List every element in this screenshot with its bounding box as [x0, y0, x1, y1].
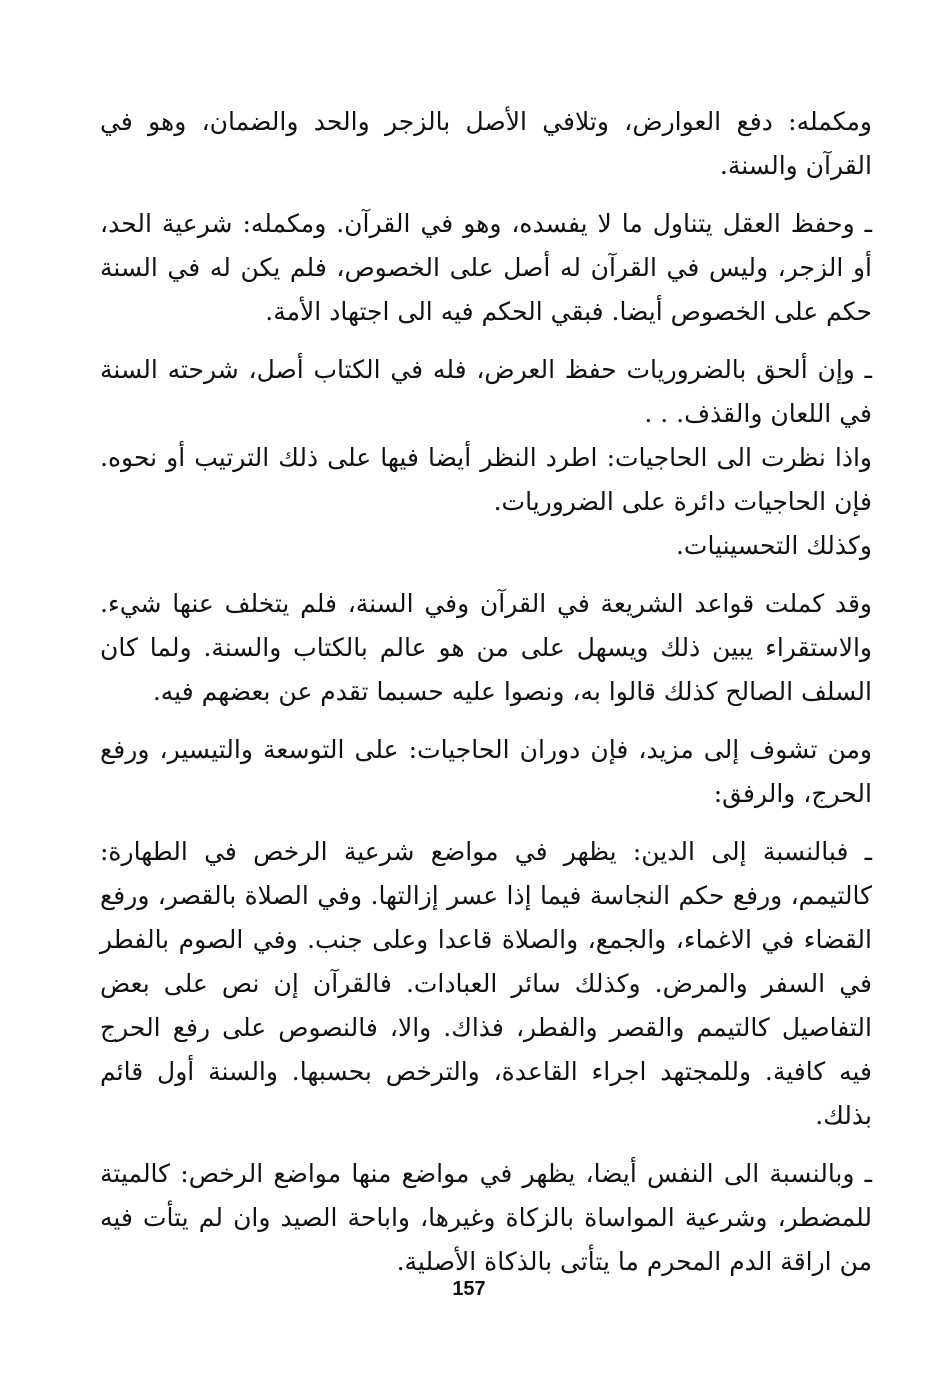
paragraph-6: وقد كملت قواعد الشريعة في القرآن وفي السنة، فلم يتخلف عنها شيء. والاستقراء يبين ذلك ويسهل على من هو عالم بالكتاب والسنة. ولما كان السلف الصالح كذلك قالوا به، ونصوا عليه حسبما تقدم عن بعضهم فيه.	[100, 589, 872, 706]
paragraph-1: ومكمله: دفع العوارض، وتلافي الأصل بالزجر والحد والضمان، وهو في القرآن والسنة.	[100, 107, 872, 180]
paragraph-5: وكذلك التحسينيات.	[675, 531, 872, 560]
paragraph-9: ـ وبالنسبة الى النفس أيضا، يظهر في مواضع منها مواضع الرخص: كالميتة للمضطر، وشرعية المواساة بالزكاة وغيرها، واباحة الصيد وان لم يتأت فيه من اراقة الدم المحرم ما يتأتى بالذكاة الأصلية.	[100, 1159, 872, 1276]
paragraph-3: ـ وإن ألحق بالضروريات حفظ العرض، فله في الكتاب أصل، شرحته السنة في اللعان والقذف. . .	[100, 355, 872, 428]
paragraph-8: ـ فبالنسبة إلى الدين: يظهر في مواضع شرعية الرخص في الطهارة: كالتيمم، ورفع حكم النجاسة فيما إذا عسر إزالتها. وفي الصلاة بالقصر، ورفع القضاء في الاغماء، والجمع، والصلاة قاعدا وعلى جنب. وفي الصوم بالفطر في السفر والمرض. وكذلك سائر العبادات. فالقرآن إن نص على بعض التفاصيل كالتيمم والقصر والفطر، فذاك. والا، فالنصوص على رفع الحرج فيه كافية. وللمجتهد اجراء القاعدة، والترخص بحسبها. والسنة أول قائم بذلك.	[100, 837, 872, 1130]
page-number: 157	[452, 1278, 486, 1300]
page-body	[100, 100, 872, 1298]
paragraph-2: ـ وحفظ العقل يتناول ما لا يفسده، وهو في القرآن. ومكمله: شرعية الحد، أو الزجر، وليس في القرآن له أصل على الخصوص، فلم يكن له في السنة حكم على الخصوص أيضا. فبقي الحكم فيه الى اجتهاد الأمة.	[100, 209, 872, 326]
paragraph-7: ومن تشوف إلى مزيد، فإن دوران الحاجيات: على التوسعة والتيسير، ورفع الحرج، والرفق:	[100, 735, 872, 808]
paragraph-4: واذا نظرت الى الحاجيات: اطرد النظر أيضا فيها على ذلك الترتيب أو نحوه. فإن الحاجيات دائرة على الضروريات.	[100, 443, 872, 516]
